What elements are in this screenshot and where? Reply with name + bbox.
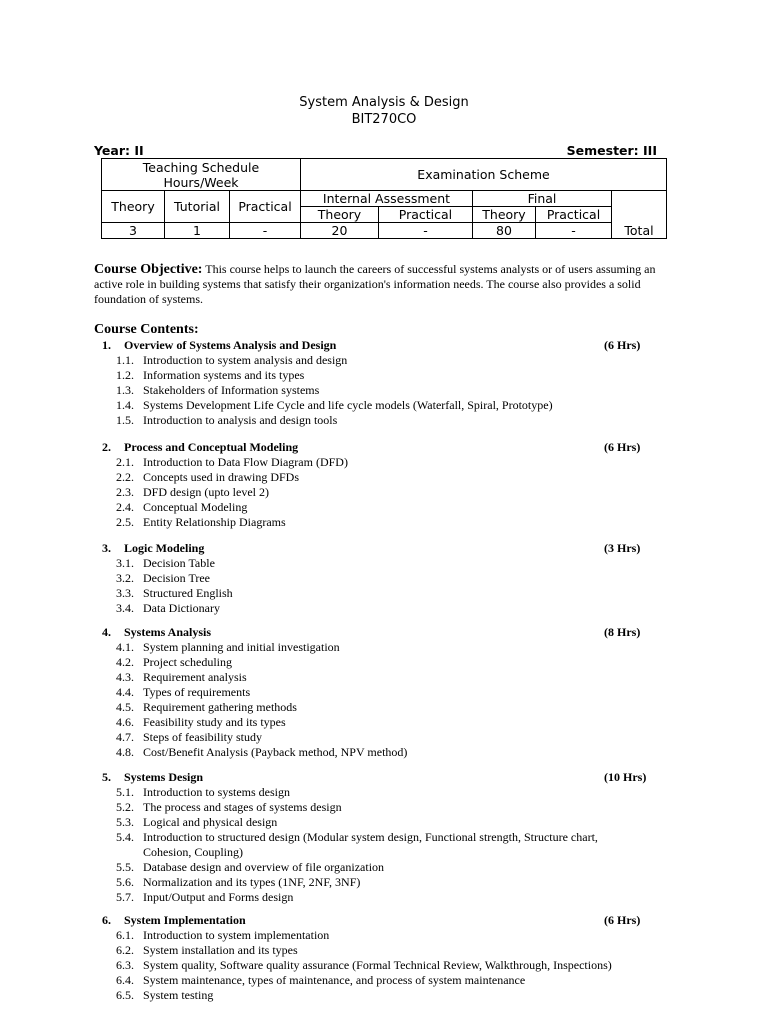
topic-number: 1.4.: [116, 398, 134, 412]
final-theory-value: 80: [472, 223, 535, 239]
internal-assessment-header: Internal Assessment: [301, 191, 473, 207]
year-label: Year: II: [94, 143, 144, 158]
topic-text: Introduction to systems design: [143, 785, 290, 799]
unit-hours: (6 Hrs): [604, 913, 641, 927]
topic-item: [0, 815, 768, 830]
topic-text: DFD design (upto level 2): [143, 485, 269, 499]
unit-heading: [0, 338, 768, 353]
unit-block: [0, 338, 768, 428]
unit-hours: (6 Hrs): [604, 440, 641, 454]
topic-text: The process and stages of systems design: [143, 800, 342, 814]
topic-item: [0, 860, 768, 875]
course-objective-label: Course Objective:: [94, 262, 203, 277]
topic-number: 1.1.: [116, 353, 134, 367]
topic-number: 5.5.: [116, 860, 134, 874]
topic-item: [0, 515, 768, 530]
topic-item: [0, 655, 768, 670]
topic-number: 6.4.: [116, 973, 134, 987]
schedule-table: [101, 158, 667, 239]
topic-number: 4.6.: [116, 715, 134, 729]
topic-text: Stakeholders of Information systems: [143, 383, 320, 397]
topic-number: 3.1.: [116, 556, 134, 570]
unit-hours: (10 Hrs): [604, 770, 647, 784]
final-practical-value: -: [536, 223, 612, 239]
topic-item: [0, 943, 768, 958]
unit-title: Systems Analysis: [124, 625, 212, 639]
topic-item: [0, 700, 768, 715]
topic-text: Introduction to system implementation: [143, 928, 330, 942]
practical-header: Practical: [230, 191, 301, 223]
topic-item: [0, 586, 768, 601]
topic-item: [0, 571, 768, 586]
topic-number: 2.4.: [116, 500, 134, 514]
ia-theory-value: 20: [301, 223, 379, 239]
topic-number: 1.2.: [116, 368, 134, 382]
topic-item: [0, 730, 768, 745]
topic-text: Normalization and its types (1NF, 2NF, 3NF): [143, 875, 361, 889]
topic-item: [0, 685, 768, 700]
topic-text: System quality, Software quality assurance (Formal Technical Review, Walkthrough, Inspections): [143, 958, 612, 972]
topic-item: [0, 890, 768, 905]
topic-number: 4.8.: [116, 745, 134, 759]
unit-hours: (3 Hrs): [604, 541, 641, 555]
topic-text: Entity Relationship Diagrams: [143, 515, 286, 529]
topic-number: 6.2.: [116, 943, 134, 957]
ia-practical-header: Practical: [378, 207, 472, 223]
topic-text: Introduction to analysis and design tools: [143, 413, 338, 427]
topic-item: [0, 398, 768, 413]
topic-text: System testing: [143, 988, 214, 1002]
topic-item: [0, 368, 768, 383]
topic-item: [0, 800, 768, 815]
theory-header: Theory: [102, 191, 165, 223]
topic-item: [0, 958, 768, 973]
ia-practical-value: -: [378, 223, 472, 239]
topic-item: [0, 640, 768, 655]
topic-text: Decision Tree: [143, 571, 210, 585]
topic-item: [0, 455, 768, 470]
topic-number: 1.3.: [116, 383, 134, 397]
topic-number: 4.3.: [116, 670, 134, 684]
topic-text: Structured English: [143, 586, 233, 600]
unit-number: 2.: [102, 440, 111, 454]
topic-number: 5.3.: [116, 815, 134, 829]
topic-text: Concepts used in drawing DFDs: [143, 470, 299, 484]
topic-item: [0, 830, 768, 860]
topic-text: Information systems and its types: [143, 368, 305, 382]
unit-heading: [0, 913, 768, 928]
course-objective-text: This course helps to launch the careers of successful systems analysts or of users assuming an active role in building systems that satisfy their organization's information needs. The course also provides a solid foundation of systems.: [94, 262, 656, 306]
tutorial-header: Tutorial: [165, 191, 230, 223]
unit-heading: [0, 625, 768, 640]
topic-text: Steps of feasibility study: [143, 730, 262, 744]
topic-item: [0, 875, 768, 890]
unit-title: Overview of Systems Analysis and Design: [124, 338, 337, 352]
topic-item: [0, 470, 768, 485]
unit-title: Process and Conceptual Modeling: [124, 440, 299, 454]
unit-number: 3.: [102, 541, 111, 555]
topic-item: [0, 988, 768, 1003]
topic-number: 5.6.: [116, 875, 134, 889]
topic-item: [0, 715, 768, 730]
topic-number: 1.5.: [116, 413, 134, 427]
topic-number: 4.5.: [116, 700, 134, 714]
unit-block: [0, 440, 768, 530]
topic-number: 2.3.: [116, 485, 134, 499]
topic-text: Feasibility study and its types: [143, 715, 286, 729]
topic-number: 5.1.: [116, 785, 134, 799]
unit-number: 6.: [102, 913, 111, 927]
topic-text: Decision Table: [143, 556, 215, 570]
unit-number: 5.: [102, 770, 111, 784]
practical-value: -: [230, 223, 301, 239]
topic-item: [0, 353, 768, 368]
unit-hours: (6 Hrs): [604, 338, 641, 352]
hours-week-label: Hours/Week: [163, 174, 239, 190]
topic-text: Logical and physical design: [143, 815, 278, 829]
unit-block: [0, 770, 768, 905]
topic-text: Data Dictionary: [143, 601, 220, 615]
topic-number: 5.2.: [116, 800, 134, 814]
final-theory-header: Theory: [472, 207, 535, 223]
topic-text: Introduction to system analysis and design: [143, 353, 348, 367]
topic-item: [0, 928, 768, 943]
course-code: BIT270CO: [351, 112, 417, 127]
topic-text: System maintenance, types of maintenance, and process of system maintenance: [143, 973, 526, 987]
topic-number: 4.4.: [116, 685, 134, 699]
unit-number: 4.: [102, 625, 111, 639]
topic-text: Introduction to structured design (Modular system design, Functional strength, Structure chart, Cohesion, Coupling): [143, 830, 598, 859]
unit-heading: [0, 770, 768, 785]
tutorial-value: 1: [165, 223, 230, 239]
topic-number: 3.2.: [116, 571, 134, 585]
year-semester-row: [94, 143, 657, 158]
topic-text: Input/Output and Forms design: [143, 890, 294, 904]
topic-number: 3.4.: [116, 601, 134, 615]
unit-heading: [0, 440, 768, 455]
course-contents-heading: Course Contents:: [94, 322, 199, 337]
unit-block: [0, 913, 768, 1003]
teaching-schedule-label: Teaching Schedule: [142, 159, 260, 175]
topic-text: System installation and its types: [143, 943, 298, 957]
topic-number: 4.7.: [116, 730, 134, 744]
topic-number: 2.5.: [116, 515, 134, 529]
topic-text: Types of requirements: [143, 685, 251, 699]
topic-item: [0, 485, 768, 500]
topic-text: Requirement gathering methods: [143, 700, 297, 714]
unit-hours: (8 Hrs): [604, 625, 641, 639]
topic-item: [0, 556, 768, 571]
unit-block: [0, 541, 768, 616]
theory-value: 3: [102, 223, 165, 239]
teaching-schedule-header: [102, 159, 301, 191]
unit-title: Logic Modeling: [124, 541, 205, 555]
unit-block: [0, 625, 768, 760]
topic-text: Project scheduling: [143, 655, 232, 669]
total-header: Total: [624, 223, 654, 238]
topic-text: Requirement analysis: [143, 670, 247, 684]
ia-theory-header: Theory: [301, 207, 379, 223]
total-column: [612, 191, 667, 239]
topic-text: Cost/Benefit Analysis (Payback method, NPV method): [143, 745, 408, 759]
unit-heading: [0, 541, 768, 556]
final-header: Final: [472, 191, 611, 207]
topic-number: 5.4.: [116, 830, 134, 844]
document-title: System Analysis & Design: [299, 95, 469, 110]
course-objective: [94, 262, 679, 307]
topic-item: [0, 383, 768, 398]
exam-scheme-header: Examination Scheme: [301, 159, 667, 191]
topic-text: System planning and initial investigation: [143, 640, 340, 654]
topic-number: 4.1.: [116, 640, 134, 654]
topic-number: 5.7.: [116, 890, 134, 904]
unit-title: Systems Design: [124, 770, 204, 784]
topic-item: [0, 670, 768, 685]
topic-item: [0, 413, 768, 428]
topic-text: Systems Development Life Cycle and life cycle models (Waterfall, Spiral, Prototype): [143, 398, 553, 412]
topic-item: [0, 973, 768, 988]
topic-text: Database design and overview of file organization: [143, 860, 385, 874]
topic-number: 6.1.: [116, 928, 134, 942]
topic-number: 2.2.: [116, 470, 134, 484]
topic-item: [0, 785, 768, 800]
topic-text: Conceptual Modeling: [143, 500, 248, 514]
topic-item: [0, 601, 768, 616]
semester-label: Semester: III: [566, 143, 657, 158]
topic-number: 4.2.: [116, 655, 134, 669]
topic-item: [0, 745, 768, 760]
unit-number: 1.: [102, 338, 111, 352]
topic-number: 6.5.: [116, 988, 134, 1002]
topic-number: 2.1.: [116, 455, 134, 469]
topic-number: 6.3.: [116, 958, 134, 972]
topic-item: [0, 500, 768, 515]
topic-number: 3.3.: [116, 586, 134, 600]
unit-title: System Implementation: [124, 913, 246, 927]
final-practical-header: Practical: [536, 207, 612, 223]
topic-text: Introduction to Data Flow Diagram (DFD): [143, 455, 348, 469]
